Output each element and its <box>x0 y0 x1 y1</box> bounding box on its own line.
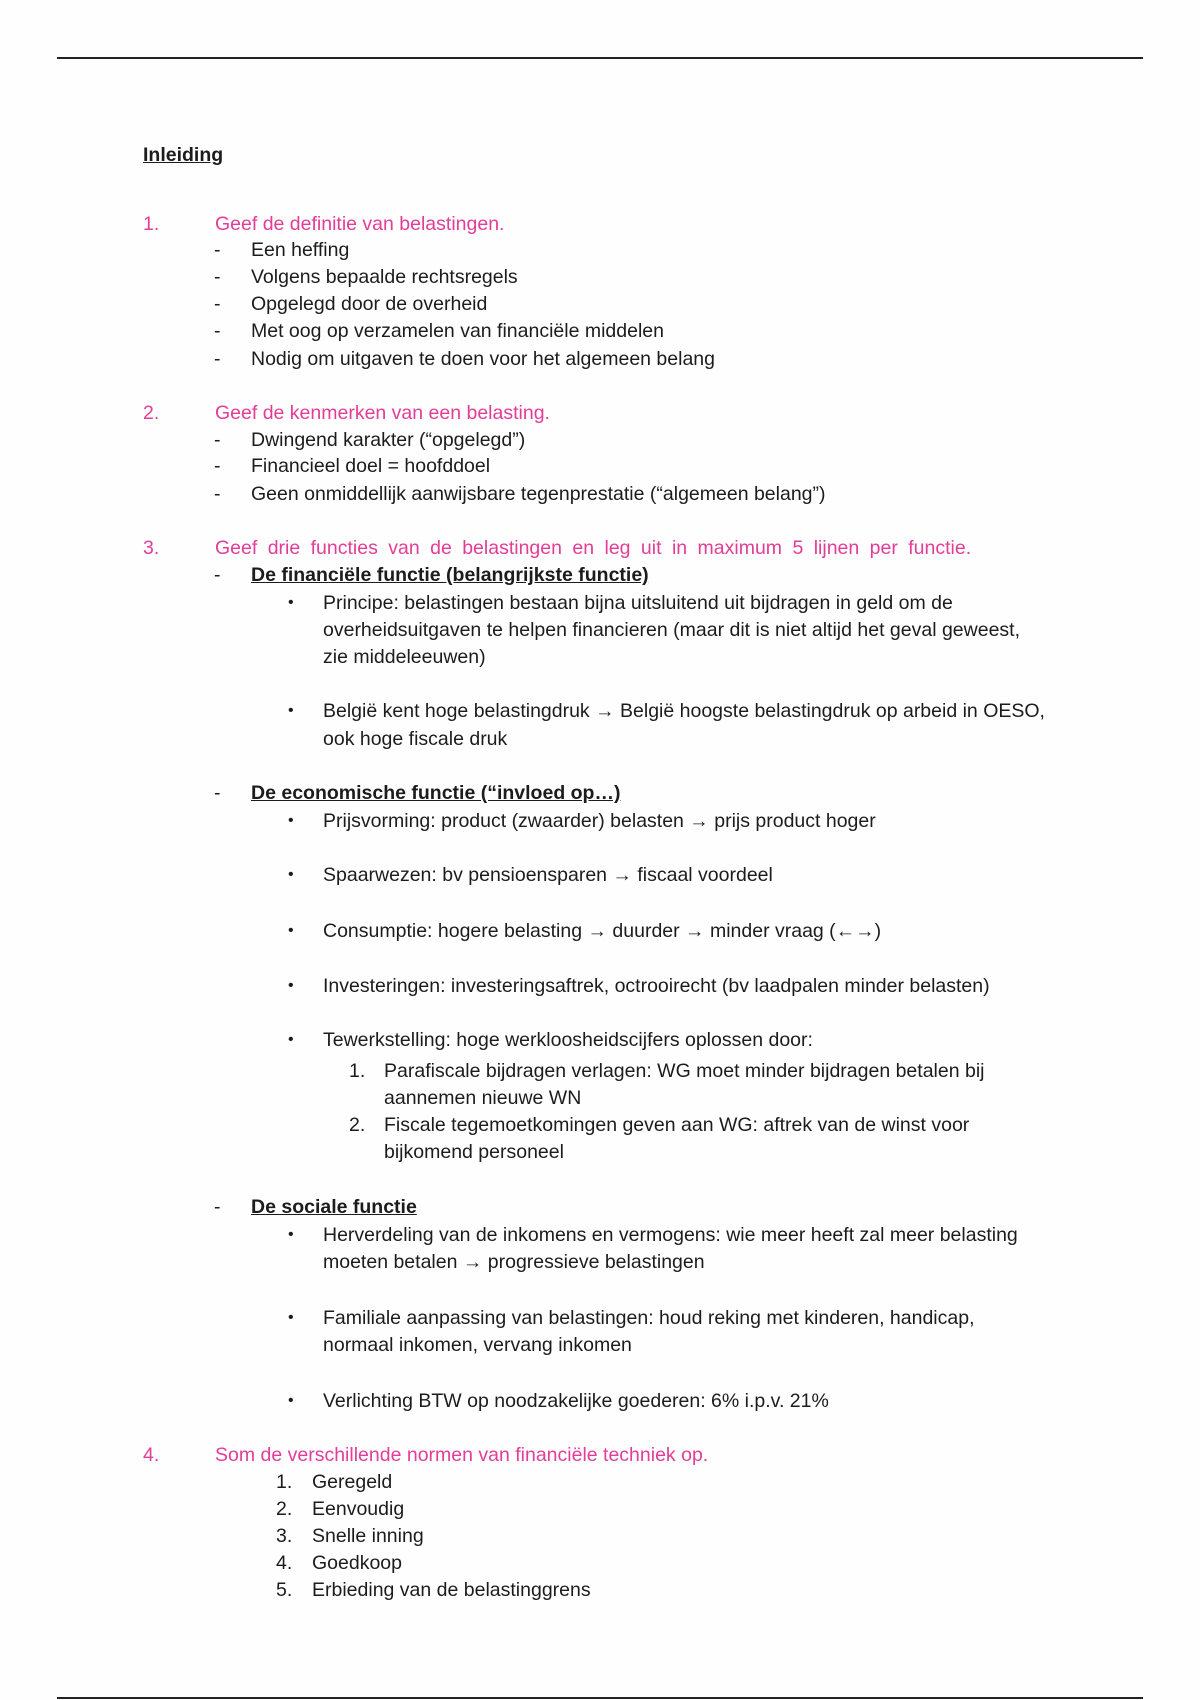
question-text: Som de verschillende normen van financiële techniek op. <box>215 1444 709 1466</box>
question-text: Geef drie functies van de belastingen en leg uit in maximum 5 lijnen per functie. <box>215 537 972 559</box>
section-heading: Inleiding <box>143 144 224 166</box>
bottom-rule <box>57 1697 1143 1699</box>
question-number: 3. <box>143 537 160 559</box>
question-text: Geef de kenmerken van een belasting. <box>215 402 550 424</box>
question-number: 4. <box>143 1444 160 1466</box>
top-rule <box>57 57 1143 59</box>
question-number: 1. <box>143 213 160 235</box>
question-number: 2. <box>143 402 160 424</box>
question-text: Geef de definitie van belastingen. <box>215 213 505 235</box>
